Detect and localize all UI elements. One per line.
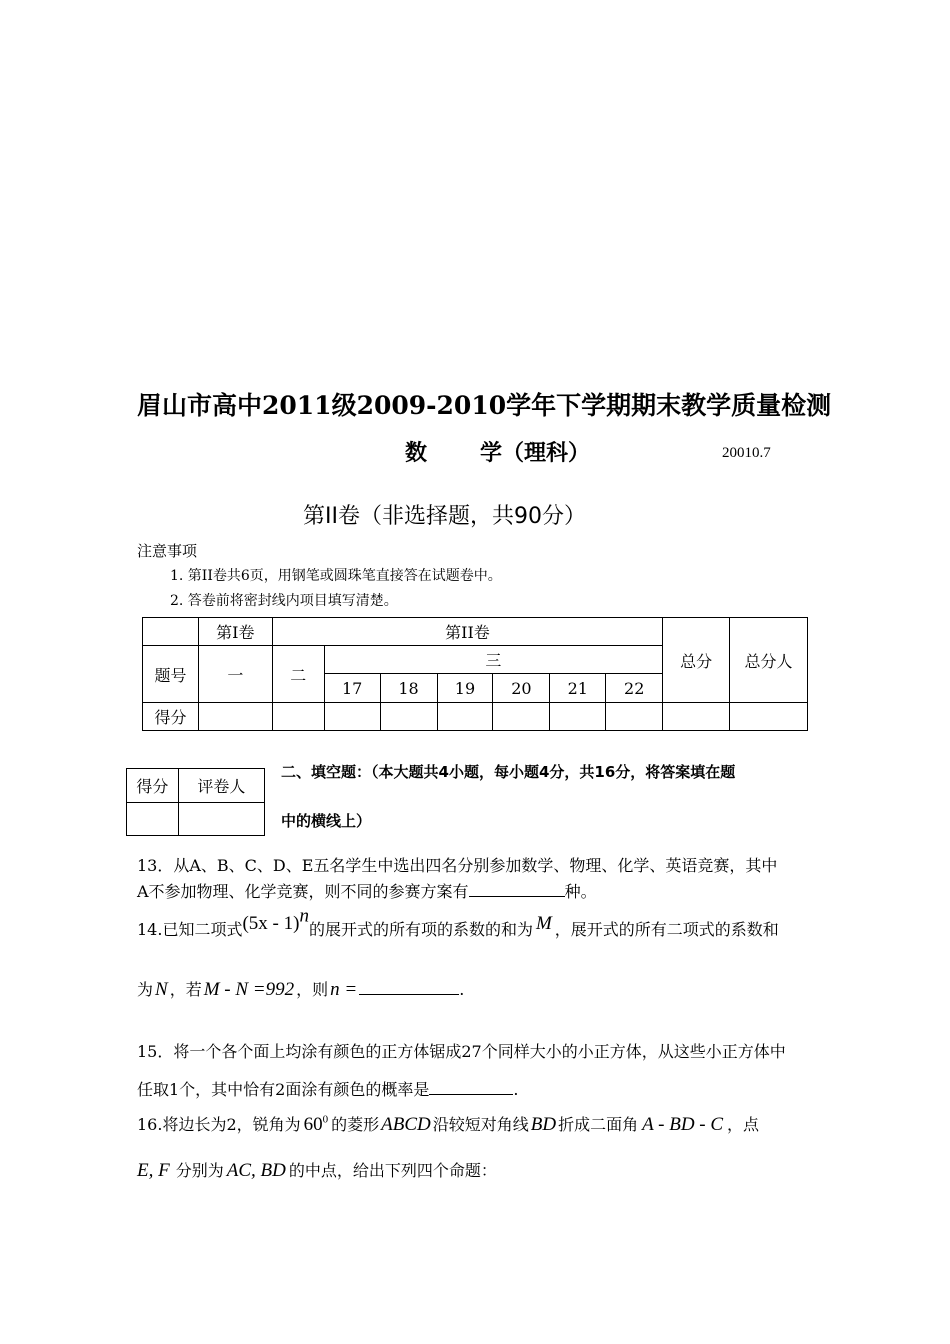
q13-line2: [137, 879, 597, 902]
q16-text: 分别为: [175, 1161, 224, 1180]
q16-line2: [137, 1158, 497, 1182]
q14-text: 的展开式的所有项的系数的和为: [308, 920, 533, 940]
grader-score-label: 得分: [127, 769, 179, 803]
grader-person-label: 评卷人: [178, 769, 264, 803]
q15-text: .: [513, 1080, 519, 1099]
q15-answer-blank[interactable]: [429, 1080, 513, 1095]
q13-line1: 13．从A、B、C、D、E五名学生中选出四名分别参加数学、物理、化学、英语竞赛，其中: [137, 856, 778, 875]
section2-heading-cont: 中的横线上）: [281, 812, 372, 830]
q16-text: ，点: [727, 1115, 760, 1134]
q13-text: A不参加物理、化学竞赛，则不同的参赛方案有: [137, 882, 469, 901]
q16-ef: E, F: [137, 1160, 170, 1181]
sub-col: 17: [324, 674, 380, 703]
sub-col: 20: [493, 674, 550, 703]
score-cell[interactable]: [493, 703, 550, 731]
q14-text: .: [459, 980, 465, 999]
grader-score-cell[interactable]: [127, 803, 179, 836]
q14-binomial: (5x - 1)$^n$: [242, 906, 309, 935]
q14-line1: [137, 906, 779, 940]
col-section-three: 三: [324, 646, 662, 674]
q16-text: 的中点，给出下列四个命题：: [288, 1161, 497, 1180]
sub-col: 19: [437, 674, 493, 703]
section2-heading: 二、填空题：（本大题共4小题，每小题4分，共16分，将答案填在题: [281, 763, 736, 781]
row-label-question: 题号: [143, 646, 199, 703]
q14-n-equals: n =: [330, 979, 358, 1000]
q14-N: N: [155, 979, 168, 1000]
exam-date: 20010.7: [722, 445, 771, 461]
q14-text: 为: [137, 980, 154, 999]
q16-abcd: ABCD: [381, 1114, 431, 1135]
score-cell[interactable]: [663, 703, 730, 731]
q16-text: 沿较短对角线: [432, 1115, 529, 1134]
blank-cell: [143, 618, 199, 646]
score-cell[interactable]: [730, 703, 808, 731]
q16-text: 折成二面角: [558, 1115, 639, 1134]
q14-M: M: [535, 913, 552, 935]
score-cell[interactable]: [606, 703, 663, 731]
row-label-score: 得分: [143, 703, 199, 731]
volume-title: 第II卷（非选择题，共90分）: [303, 504, 586, 529]
q14-text: ，若: [169, 980, 202, 999]
q16-bd: BD: [530, 1114, 557, 1135]
score-cell[interactable]: [198, 703, 272, 731]
q14-answer-blank[interactable]: [359, 980, 459, 995]
q14-text: ，则: [296, 980, 329, 999]
grader-person-cell[interactable]: [178, 803, 264, 836]
q16-line1: [137, 1112, 759, 1136]
q16-angle: $60^0$: [303, 1113, 329, 1135]
q15-line1: 15．将一个各个面上均涂有颜色的正方体锯成27个同样大小的小正方体，从这些小正方体中: [137, 1042, 786, 1061]
header-vol2: 第II卷: [272, 618, 662, 646]
q14-line2: [137, 977, 464, 1001]
subject-first-char: 数: [405, 440, 428, 466]
score-table: [142, 617, 808, 731]
score-cell[interactable]: [324, 703, 380, 731]
header-vol1: 第I卷: [198, 618, 272, 646]
exam-title: 眉山市高中2011级2009-2010学年下学期期末教学质量检测: [137, 391, 832, 420]
grader-table: [126, 768, 265, 836]
q16-text: 16.将边长为2，锐角为: [137, 1115, 301, 1134]
header-total-person: 总分人: [730, 618, 808, 703]
score-cell[interactable]: [380, 703, 437, 731]
q16-text: 的菱形: [331, 1115, 380, 1134]
sub-col: 18: [380, 674, 437, 703]
q13-text-end: 种。: [564, 882, 597, 901]
score-cell[interactable]: [272, 703, 324, 731]
sub-col: 21: [550, 674, 606, 703]
score-cell[interactable]: [437, 703, 493, 731]
q14-text: 14.已知二项式: [137, 920, 243, 940]
col-section-two: 二: [272, 646, 324, 703]
q16-dihedral: A - BD - C: [642, 1114, 724, 1135]
notes-heading: 注意事项: [137, 542, 198, 560]
q16-acbd: AC, BD: [226, 1160, 286, 1181]
header-total: 总分: [663, 618, 730, 703]
notes-item: 2. 答卷前将密封线内项目填写清楚。: [170, 593, 398, 609]
subject-rest: 学（理科）: [480, 440, 591, 466]
q15-line2: [137, 1077, 518, 1100]
q13-answer-blank[interactable]: [469, 882, 565, 897]
q14-equation: M - N =992: [203, 979, 295, 1000]
sub-col: 22: [606, 674, 663, 703]
score-cell[interactable]: [550, 703, 606, 731]
notes-item: 1. 第II卷共6页，用钢笔或圆珠笔直接答在试题卷中。: [170, 568, 502, 584]
q15-text: 任取1个，其中恰有2面涂有颜色的概率是: [137, 1080, 430, 1099]
col-section-one: 一: [198, 646, 272, 703]
q14-text: ，展开式的所有二项式的系数和: [554, 920, 779, 940]
